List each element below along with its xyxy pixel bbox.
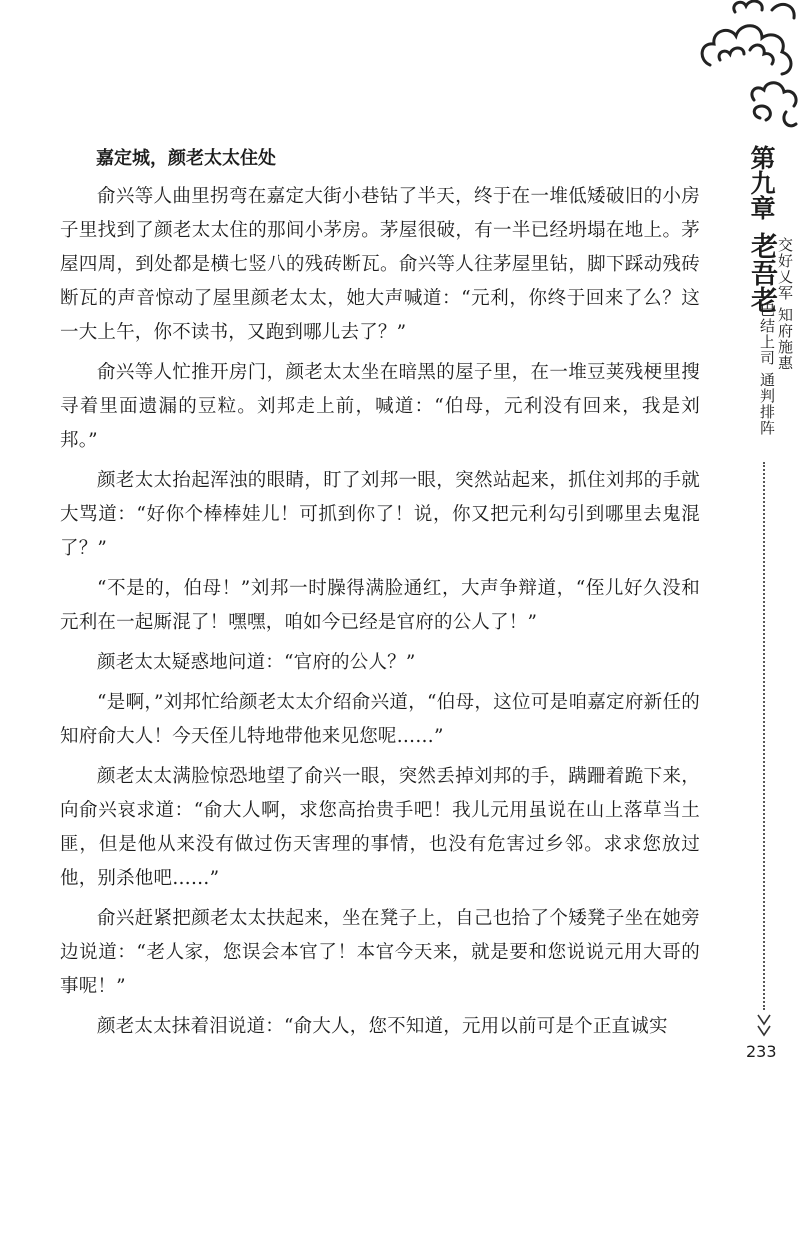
double-chevron-down-icon [755, 1012, 773, 1046]
chapter-subtitle-line-1: 交好乂军 知府施惠 [776, 237, 794, 371]
paragraph: “是啊，”刘邦忙给颜老太太介绍俞兴道，“伯母，这位可是咱嘉定府新任的知府俞大人！今天侄儿特地带他来见您呢……” [60, 692, 700, 747]
paragraph: 俞兴等人曲里拐弯在嘉定大街小巷钻了半天，终于在一堆低矮破旧的小房子里找到了颜老太太住的那间小茅房。茅屋很破，有一半已经坍塌在地上。茅屋四周，到处都是横七竖八的残砖断瓦。俞兴等人往茅屋里钻，脚下踩动残砖断瓦的声音惊动了屋里颜老太太，她大声喊道：“元利，你终于回来了么？这一大上午，你不读书，又跑到哪儿去了？” [60, 186, 700, 343]
chapter-label: 第九章 [747, 145, 776, 220]
paragraph: 颜老太太疑惑地问道：“官府的公人？” [97, 652, 416, 673]
paragraph: 颜老太太抹着泪说道：“俞大人，您不知道，元用以前可是个正直诚实 [97, 1016, 668, 1037]
chapter-title: 老吾老 [746, 232, 777, 313]
paragraph: 颜老太太抬起浑浊的眼睛，盯了刘邦一眼，突然站起来，抓住刘邦的手就大骂道：“好你个棒棒娃儿！可抓到你了！说，你又把元利勾引到哪里去鬼混了？” [60, 470, 700, 559]
body-text-column [60, 138, 700, 1050]
paragraph: 俞兴赶紧把颜老太太扶起来，坐在凳子上，自己也拾了个矮凳子坐在她旁边说道：“老人家，您误会本官了！本官今天来，就是要和您说说元用大哥的事呢！” [60, 908, 700, 997]
chapter-subtitle-line-2: 巴结上司 通判排阵 [758, 302, 776, 436]
paragraph: 俞兴等人忙推开房门，颜老太太坐在暗黑的屋子里，在一堆豆荚残梗里搜寻着里面遗漏的豆粒。刘邦走上前，喊道：“伯母，元利没有回来，我是刘邦。” [60, 362, 700, 451]
cloud-ornament-icon [690, 0, 800, 135]
paragraph: 颜老太太满脸惊恐地望了俞兴一眼，突然丢掉刘邦的手，蹒跚着跪下来，向俞兴哀求道：“俞大人啊，求您高抬贵手吧！我儿元用虽说在山上落草当土匪，但是他从来没有做过伤天害理的事情，也没有危害过乡邻。求求您放过他，别杀他吧……” [60, 766, 700, 889]
dotted-leader-line [763, 462, 765, 1010]
paragraph: “不是的，伯母！”刘邦一时臊得满脸通红，大声争辩道，“侄儿好久没和元利在一起厮混了！嘿嘿，咱如今已经是官府的公人了！” [60, 578, 700, 633]
section-heading: 嘉定城，颜老太太住处 [96, 148, 276, 169]
page-number: 233 [746, 1042, 777, 1061]
